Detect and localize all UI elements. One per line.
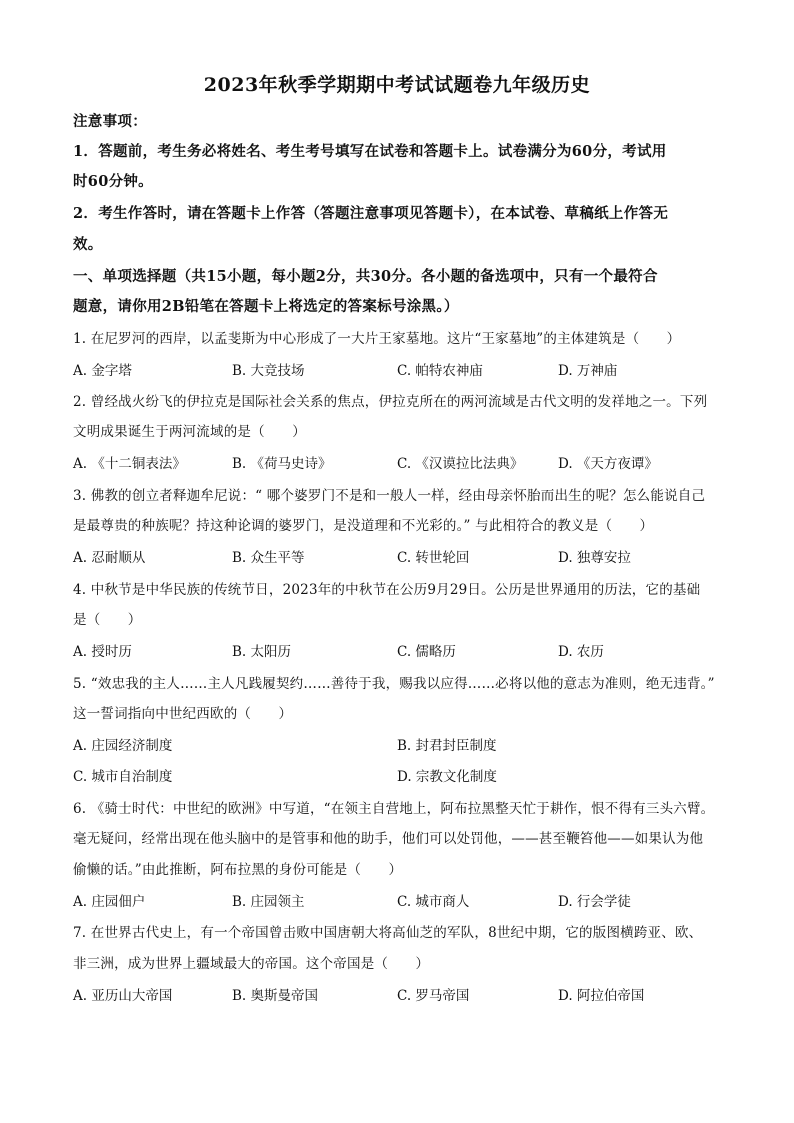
option-c: C. 《汉谟拉比法典》 <box>397 456 524 472</box>
option-d: D. 行会学徒 <box>558 894 631 910</box>
option-d: D. 《天方夜谭》 <box>558 456 658 472</box>
notice-heading: 注意事项： <box>73 113 147 130</box>
option-b: B. 大竞技场 <box>232 363 305 379</box>
option-a: A. 忍耐顺从 <box>73 550 146 566</box>
question-5-stem: 5. “效忠我的主人……主人凡践履契约……善待于我，赐我以应得……必将以他的意志为准则，绝无违背。” <box>73 676 715 692</box>
notice-line: 1．答题前，考生务必将姓名、考生考号填写在试卷和答题卡上。试卷满分为60分，考试用 <box>73 143 667 160</box>
option-c: C. 儒略历 <box>397 644 456 660</box>
question-3-stem: 是最尊贵的种族呢？持这种论调的婆罗门，是没道理和不光彩的。” 与此相符合的教义是（ ） <box>73 518 654 534</box>
option-a: A. 金字塔 <box>73 363 132 379</box>
option-a: A. 亚历山大帝国 <box>73 988 173 1004</box>
option-a: A. 庄园佃户 <box>73 894 146 910</box>
option-b: B. 众生平等 <box>232 550 305 566</box>
question-3-stem: 3. 佛教的创立者释迦牟尼说：“ 哪个婆罗门不是和一般人一样，经由母亲怀胎而出生的呢？怎么能说自己 <box>73 488 706 504</box>
option-b: B. 庄园领主 <box>232 894 305 910</box>
question-2-stem: 文明成果诞生于两河流域的是（ ） <box>73 424 306 440</box>
option-a: A. 《十二铜表法》 <box>73 456 186 472</box>
option-a: A. 庄园经济制度 <box>73 738 173 754</box>
section-heading: 题意，请你用2B铅笔在答题卡上将选定的答案标号涂黑。） <box>73 298 459 315</box>
option-c: C. 城市自治制度 <box>73 769 173 785</box>
question-7-stem: 7. 在世界古代史上，有一个帝国曾击败中国唐朝大将高仙芝的军队，8世纪中期，它的版图横跨亚、欧、 <box>73 925 703 941</box>
option-d: D. 农历 <box>558 644 604 660</box>
option-b: B. 太阳历 <box>232 644 292 660</box>
option-c: C. 转世轮回 <box>397 550 470 566</box>
notice-line: 时60分钟。 <box>73 173 153 190</box>
option-c: C. 罗马帝国 <box>397 988 470 1004</box>
question-6-stem: 毫无疑问，经常出现在他头脑中的是管事和他的助手，他们可以处罚他，——甚至鞭笞他——如果认为他 <box>73 831 704 847</box>
option-d: D. 阿拉伯帝国 <box>558 988 645 1004</box>
question-2-stem: 2. 曾经战火纷飞的伊拉克是国际社会关系的焦点，伊拉克所在的两河流域是古代文明的发祥地之一。下列 <box>73 394 708 410</box>
option-d: D. 宗教文化制度 <box>397 769 497 785</box>
question-7-stem: 非三洲，成为世界上疆域最大的帝国。这个帝国是（ ） <box>73 956 430 972</box>
section-heading: 一、单项选择题（共15小题，每小题2分，共30分。各小题的备选项中，只有一个最符合 <box>73 268 658 285</box>
question-1-stem: 1. 在尼罗河的西岸，以孟斐斯为中心形成了一大片王家墓地。这片“王家墓地”的主体建筑是（ ） <box>73 331 681 347</box>
notice-line: 2．考生作答时，请在答题卡上作答（答题注意事项见答题卡），在本试卷、草稿纸上作答无 <box>73 205 669 222</box>
option-d: D. 万神庙 <box>558 363 618 379</box>
option-a: A. 授时历 <box>73 644 132 660</box>
option-b: B. 封君封臣制度 <box>397 738 497 754</box>
question-4-stem: 是（ ） <box>73 612 142 628</box>
notice-line: 效。 <box>73 236 103 253</box>
option-c: C. 城市商人 <box>397 894 470 910</box>
option-d: D. 独尊安拉 <box>558 550 631 566</box>
exam-title: 2023年秋季学期期中考试试题卷九年级历史 <box>203 74 591 96</box>
question-5-stem: 这一誓词指向中世纪西欧的（ ） <box>73 706 293 722</box>
option-b: B. 《荷马史诗》 <box>232 456 332 472</box>
question-6-stem: 6. 《骑士时代：中世纪的欧洲》中写道，“在领主自营地上，阿布拉黑整天忙于耕作，恨不得有三头六臂。 <box>73 801 715 817</box>
question-4-stem: 4. 中秋节是中华民族的传统节日，2023年的中秋节在公历9月29日。公历是世界通用的历法，它的基础 <box>73 582 701 598</box>
question-6-stem: 偷懒的话。”由此推断，阿布拉黑的身份可能是（ ） <box>73 862 403 878</box>
option-b: B. 奥斯曼帝国 <box>232 988 319 1004</box>
option-c: C. 帕特农神庙 <box>397 363 483 379</box>
